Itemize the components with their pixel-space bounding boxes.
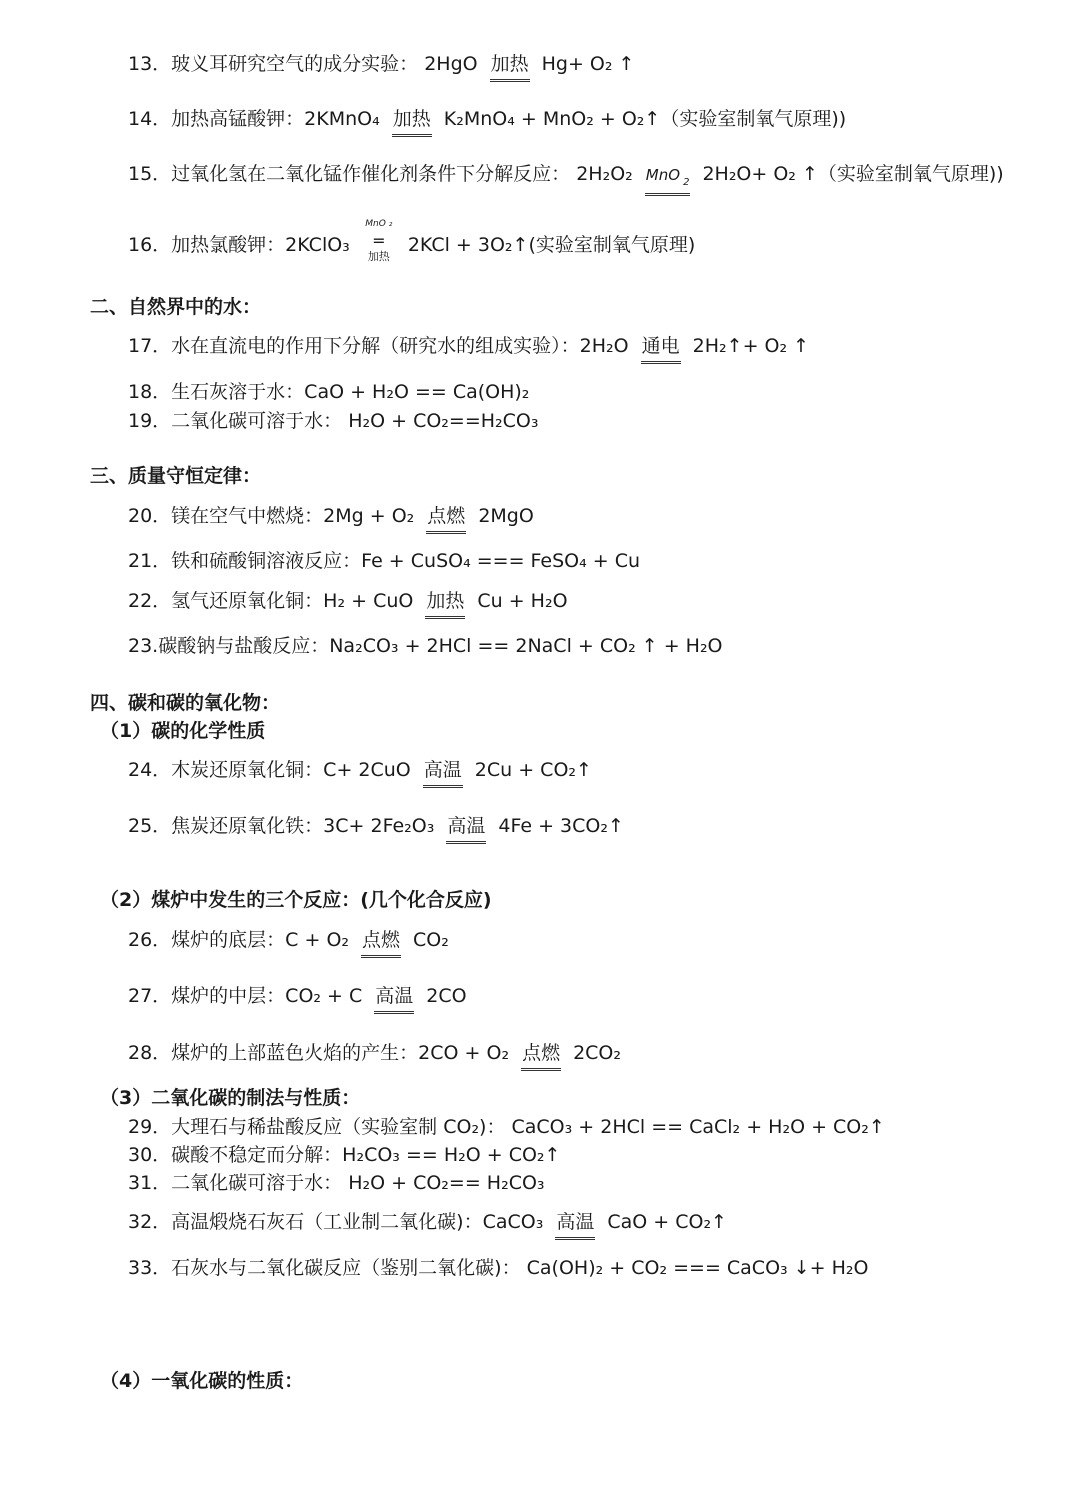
equation-right: 2CO <box>426 985 467 1007</box>
equation-left: 25．焦炭还原氧化铁：3C+ 2Fe₂O₃ <box>128 815 435 837</box>
catalyst-condition <box>645 163 691 196</box>
condition-label: 加热 <box>392 107 432 137</box>
equation-25 <box>128 813 624 844</box>
equation-left: 14．加热高锰酸钾：2KMnO₄ <box>128 108 380 130</box>
condition-label: 高温 <box>423 758 463 788</box>
equation-17 <box>128 333 809 364</box>
equation-29: 29．大理石与稀盐酸反应（实验室制 CO₂)： CaCO₃ + 2HCl == CaCl₂ + H₂O + CO₂↑ <box>128 1116 885 1138</box>
equation-right: 2MgO <box>478 505 534 527</box>
equation-19: 19．二氧化碳可溶于水： H₂O + CO₂==H₂CO₃ <box>128 410 539 432</box>
equation-right: Cu + H₂O <box>477 590 568 612</box>
condition-label: 加热 <box>490 52 530 82</box>
equation-left: 27．煤炉的中层：CO₂ + C <box>128 985 363 1007</box>
equation-28 <box>128 1040 621 1071</box>
condition-label: 高温 <box>446 814 486 844</box>
equation-15 <box>128 161 1004 196</box>
equation-right: Hg+ O₂ ↑ <box>541 53 635 75</box>
section-heading-carbon: 四、碳和碳的氧化物： <box>90 692 281 714</box>
stack-mid: = <box>372 231 386 250</box>
stacked-condition <box>362 219 396 265</box>
condition-label: 点燃 <box>521 1041 561 1071</box>
equation-left: 17．水在直流电的作用下分解（研究水的组成实验）：2H₂O <box>128 335 629 357</box>
equation-right: CO₂ <box>413 929 449 951</box>
equation-26 <box>128 927 449 958</box>
condition-label: 点燃 <box>426 504 466 534</box>
condition-label: 高温 <box>555 1210 595 1240</box>
equation-right: 2H₂↑+ O₂ ↑ <box>692 335 810 357</box>
equation-left: 13．玻义耳研究空气的成分实验： 2HgO <box>128 53 478 75</box>
equation-right: 2CO₂ <box>573 1042 622 1064</box>
equation-14 <box>128 106 846 137</box>
equation-16 <box>128 219 696 265</box>
equation-left: 28．煤炉的上部蓝色火焰的产生：2CO + O₂ <box>128 1042 510 1064</box>
stack-bottom: 加热 <box>367 250 390 263</box>
equation-33: 33．石灰水与二氧化碳反应（鉴别二氧化碳)： Ca(OH)₂ + CO₂ === CaCO₃ ↓+ H₂O <box>128 1257 869 1279</box>
equation-13 <box>128 51 634 82</box>
subheading-co: （4）一氧化碳的性质： <box>100 1370 304 1392</box>
equation-right: 2Cu + CO₂↑ <box>474 759 592 781</box>
equation-left: 26．煤炉的底层：C + O₂ <box>128 929 350 951</box>
equation-right: 2H₂O+ O₂ ↑（实验室制氧气原理)) <box>702 163 1004 185</box>
catalyst-subscript: 2 <box>683 177 690 188</box>
section-heading-water: 二、自然界中的水： <box>90 296 262 318</box>
subheading-carbon-properties: （1）碳的化学性质 <box>100 720 266 742</box>
equation-31: 31．二氧化碳可溶于水： H₂O + CO₂== H₂CO₃ <box>128 1172 545 1194</box>
equation-20 <box>128 503 534 534</box>
equation-30: 30．碳酸不稳定而分解：H₂CO₃ == H₂O + CO₂↑ <box>128 1144 561 1166</box>
condition-label: 点燃 <box>361 928 401 958</box>
equation-left: 15．过氧化氢在二氧化锰作催化剂条件下分解反应： 2H₂O₂ <box>128 163 633 185</box>
condition-label: 加热 <box>425 589 465 619</box>
equation-18: 18．生石灰溶于水：CaO + H₂O == Ca(OH)₂ <box>128 381 530 403</box>
condition-label: 高温 <box>374 984 414 1014</box>
equation-24 <box>128 757 592 788</box>
equation-left: 20．镁在空气中燃烧：2Mg + O₂ <box>128 505 415 527</box>
stack-top: MnO ₂ <box>365 219 393 229</box>
equation-left: 32．高温煅烧石灰石（工业制二氧化碳)：CaCO₃ <box>128 1211 544 1233</box>
equation-right: 4Fe + 3CO₂↑ <box>498 815 624 837</box>
equation-21: 21．铁和硫酸铜溶液反应：Fe + CuSO₄ === FeSO₄ + Cu <box>128 550 641 572</box>
catalyst-label: MnO <box>645 166 681 184</box>
equation-left: 16．加热氯酸钾：2KClO₃ <box>128 233 350 256</box>
equation-right: K₂MnO₄ + MnO₂ + O₂↑（实验室制氧气原理)) <box>443 108 847 130</box>
subheading-co2: （3）二氧化碳的制法与性质： <box>100 1087 361 1109</box>
equation-23: 23.碳酸钠与盐酸反应：Na₂CO₃ + 2HCl == 2NaCl + CO₂ ↑ + H₂O <box>128 635 723 657</box>
equation-right: CaO + CO₂↑ <box>607 1211 727 1233</box>
equation-22 <box>128 588 568 619</box>
equation-left: 24．木炭还原氧化铜：C+ 2CuO <box>128 759 411 781</box>
section-heading-conservation: 三、质量守恒定律： <box>90 465 262 487</box>
subheading-coal-furnace: （2）煤炉中发生的三个反应：(几个化合反应) <box>100 889 492 911</box>
equation-right: 2KCl + 3O₂↑(实验室制氧气原理) <box>407 233 696 256</box>
equation-27 <box>128 983 467 1014</box>
equation-32 <box>128 1209 727 1240</box>
equation-left: 22．氢气还原氧化铜：H₂ + CuO <box>128 590 414 612</box>
condition-label: 通电 <box>641 334 681 364</box>
